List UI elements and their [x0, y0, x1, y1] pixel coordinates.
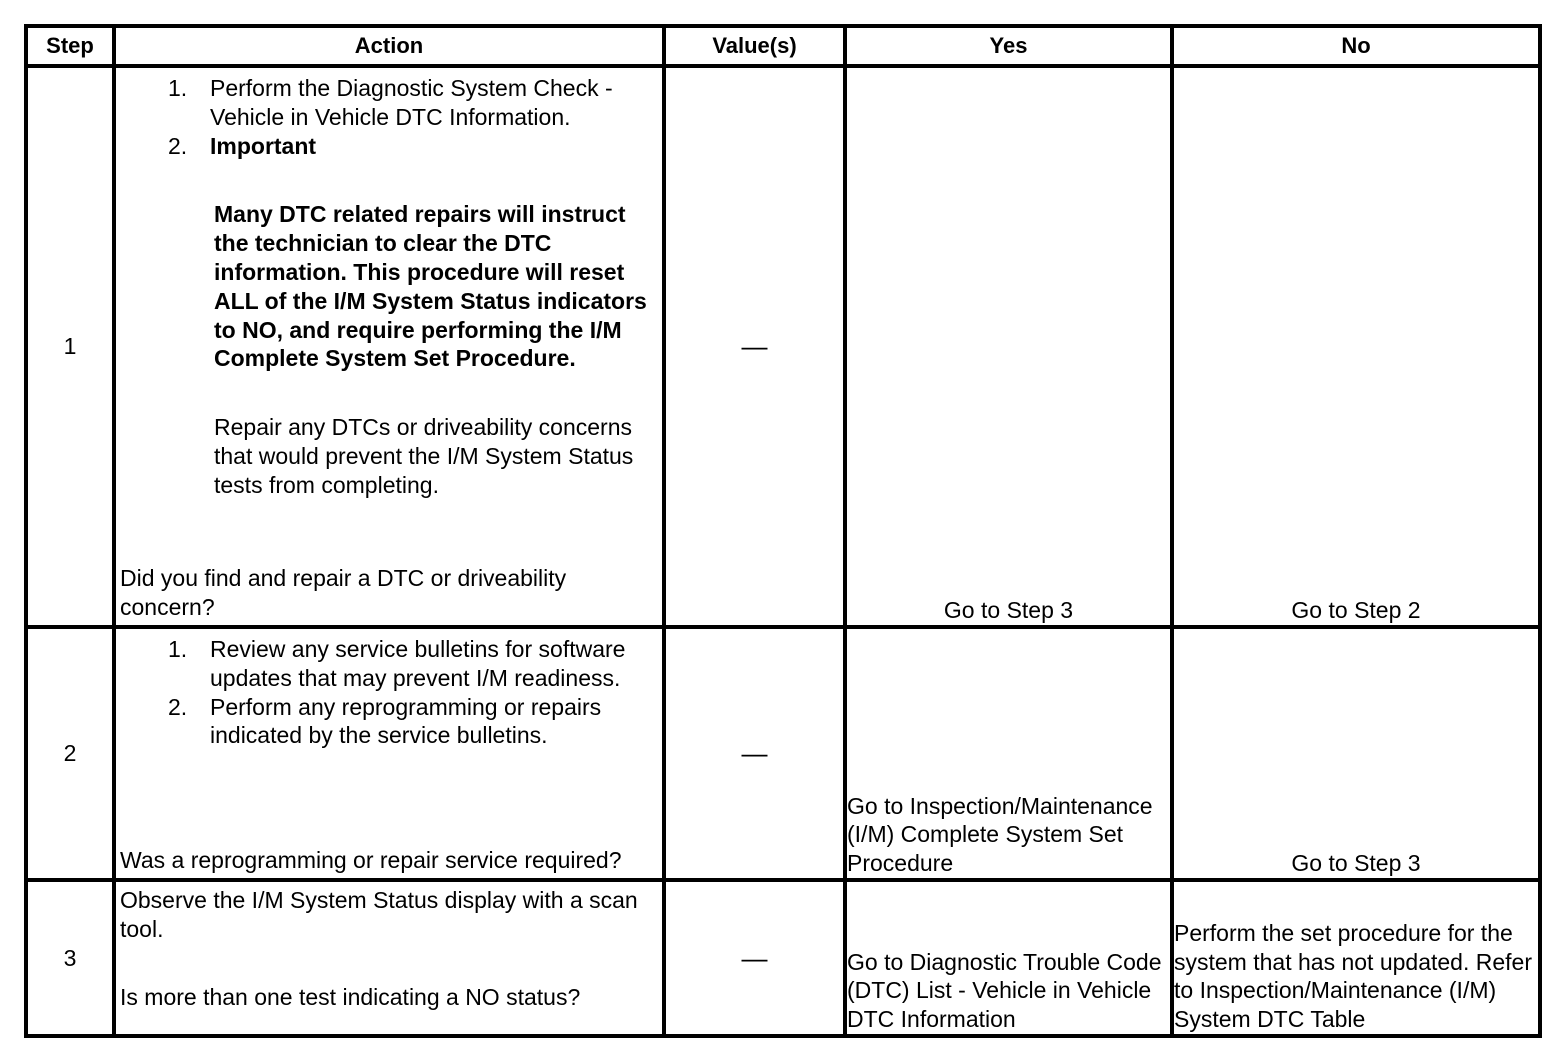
- value-cell: —: [664, 627, 845, 880]
- action-cell: [114, 66, 664, 627]
- action-cell: [114, 627, 664, 880]
- yes-outcome[interactable]: Go to Diagnostic Trouble Code (DTC) List - Vehicle in Vehicle DTC Information: [845, 880, 1172, 1036]
- step-number: 2: [26, 627, 114, 880]
- header-no: No: [1172, 26, 1540, 66]
- important-note: Many DTC related repairs will instruct the technician to clear the DTC information. This procedure will reset ALL of the I/M System Status indicators to NO, and require performing the I/M Complete System Set Procedure.: [214, 201, 647, 372]
- list-number: 1.: [168, 636, 188, 662]
- no-outcome[interactable]: Perform the set procedure for the system that has not updated. Refer to Inspection/Maintenance (I/M) System DTC Table: [1172, 880, 1540, 1036]
- header-step: Step: [26, 26, 114, 66]
- step-question: Is more than one test indicating a NO status?: [120, 984, 581, 1011]
- header-values: Value(s): [664, 26, 845, 66]
- list-item: [120, 132, 658, 161]
- table-row: [26, 627, 1540, 880]
- step-number: 3: [26, 880, 114, 1036]
- list-item: [120, 693, 658, 751]
- table-row: [26, 66, 1540, 627]
- step-question: Did you find and repair a DTC or driveability concern?: [120, 565, 567, 621]
- step-question: Was a reprogramming or repair service required?: [120, 847, 622, 874]
- list-item: [120, 74, 658, 132]
- list-text: Perform any reprogramming or repairs indicated by the service bulletins.: [210, 693, 602, 749]
- yes-outcome[interactable]: Go to Step 3: [845, 66, 1172, 627]
- repair-note: Repair any DTCs or driveability concerns that would prevent the I/M System Status tests from completing.: [214, 414, 634, 498]
- header-yes: Yes: [845, 26, 1172, 66]
- value-cell: —: [664, 66, 845, 627]
- table-header-row: [26, 26, 1540, 66]
- no-outcome[interactable]: Go to Step 3: [1172, 627, 1540, 880]
- list-number: 1.: [168, 75, 188, 101]
- action-cell: [114, 880, 664, 1036]
- important-heading: Important: [210, 132, 317, 159]
- step-number: 1: [26, 66, 114, 627]
- list-text: Review any service bulletins for software updates that may prevent I/M readiness.: [210, 636, 626, 691]
- diagnostic-procedure-table: [24, 24, 1542, 1038]
- yes-outcome[interactable]: Go to Inspection/Maintenance (I/M) Complete System Set Procedure: [845, 627, 1172, 880]
- observe-instruction: Observe the I/M System Status display with a scan tool.: [120, 887, 638, 942]
- table-row: [26, 880, 1540, 1036]
- list-text: Perform the Diagnostic System Check - Vehicle in Vehicle DTC Information.: [210, 75, 613, 130]
- header-action: Action: [114, 26, 664, 66]
- value-cell: —: [664, 880, 845, 1036]
- list-number: 2.: [168, 132, 188, 159]
- list-item: [120, 635, 658, 693]
- list-number: 2.: [168, 693, 188, 720]
- no-outcome[interactable]: Go to Step 2: [1172, 66, 1540, 627]
